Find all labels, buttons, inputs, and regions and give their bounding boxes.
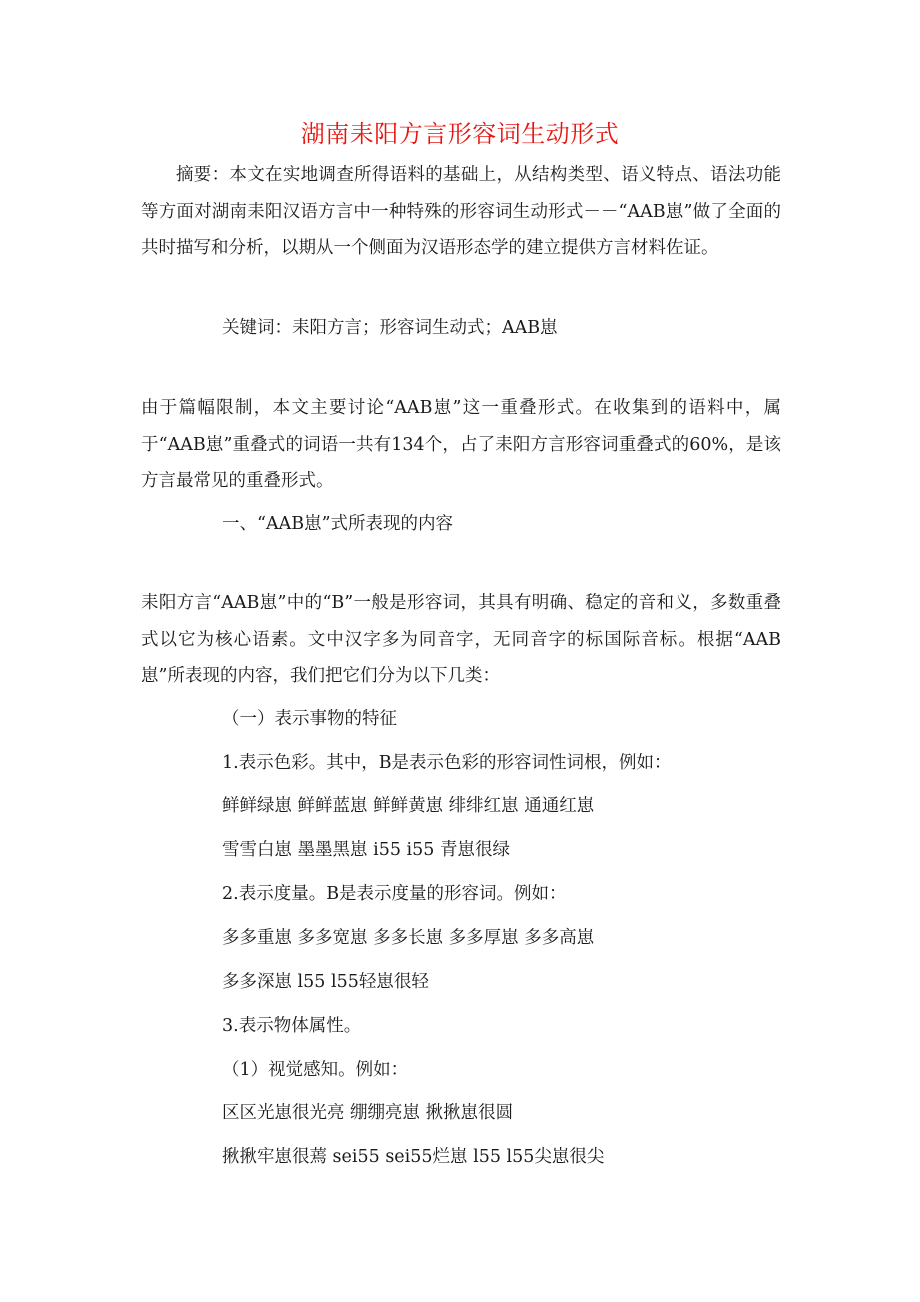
example-line-visual-1: 区区光崽很光亮 绷绷亮崽 揪揪崽很圆	[222, 1103, 514, 1123]
keywords-line: 关键词：耒阳方言；形容词生动式；AAB崽	[222, 318, 558, 338]
subitem-heading-visual: （1）视觉感知。例如：	[222, 1060, 409, 1080]
example-line-color-2: 雪雪白崽 墨墨黑崽 i55 i55 青崽很绿	[222, 840, 510, 860]
example-line-visual-2: 揪揪牢崽很蔫 sei55 sei55烂崽 l55 l55尖崽很尖	[222, 1147, 605, 1167]
example-line-measure-2: 多多深崽 l55 l55轻崽很轻	[222, 972, 429, 992]
section-body-paragraph: 耒阳方言“AAB崽”中的“B”一般是形容词，其具有明确、稳定的音和义，多数重叠式以它为核心语素。文中汉字多为同音字，无同音字的标国际音标。根据“AAB崽”所表现的内容，我们把它们分为以下几类：	[141, 593, 781, 686]
item-heading-property: 3.表示物体属性。	[222, 1016, 362, 1036]
section-heading: 一、“AAB崽”式所表现的内容	[222, 514, 454, 534]
subsection-heading: （一）表示事物的特征	[222, 709, 397, 729]
example-line-measure-1: 多多重崽 多多宽崽 多多长崽 多多厚崽 多多高崽	[222, 928, 595, 948]
intro-paragraph: 由于篇幅限制，本文主要讨论“AAB崽”这一重叠形式。在收集到的语料中，属于“AAB崽”重叠式的词语一共有134个，占了耒阳方言形容词重叠式的60%，是该方言最常见的重叠形式。	[141, 398, 781, 491]
example-line-color-1: 鲜鲜绿崽 鲜鲜蓝崽 鲜鲜黄崽 绯绯红崽 通通红崽	[222, 796, 595, 816]
document-title: 湖南耒阳方言形容词生动形式	[300, 120, 620, 148]
abstract-paragraph: 摘要：本文在实地调查所得语料的基础上，从结构类型、语义特点、语法功能等方面对湖南耒阳汉语方言中一种特殊的形容词生动形式－－“AAB崽”做了全面的共时描写和分析，以期从一个侧面为汉语形态学的建立提供方言材料佐证。	[141, 165, 781, 258]
item-heading-measure: 2.表示度量。B是表示度量的形容词。例如：	[222, 884, 567, 904]
item-heading-color: 1.表示色彩。其中，B是表示色彩的形容词性词根，例如：	[222, 753, 672, 773]
